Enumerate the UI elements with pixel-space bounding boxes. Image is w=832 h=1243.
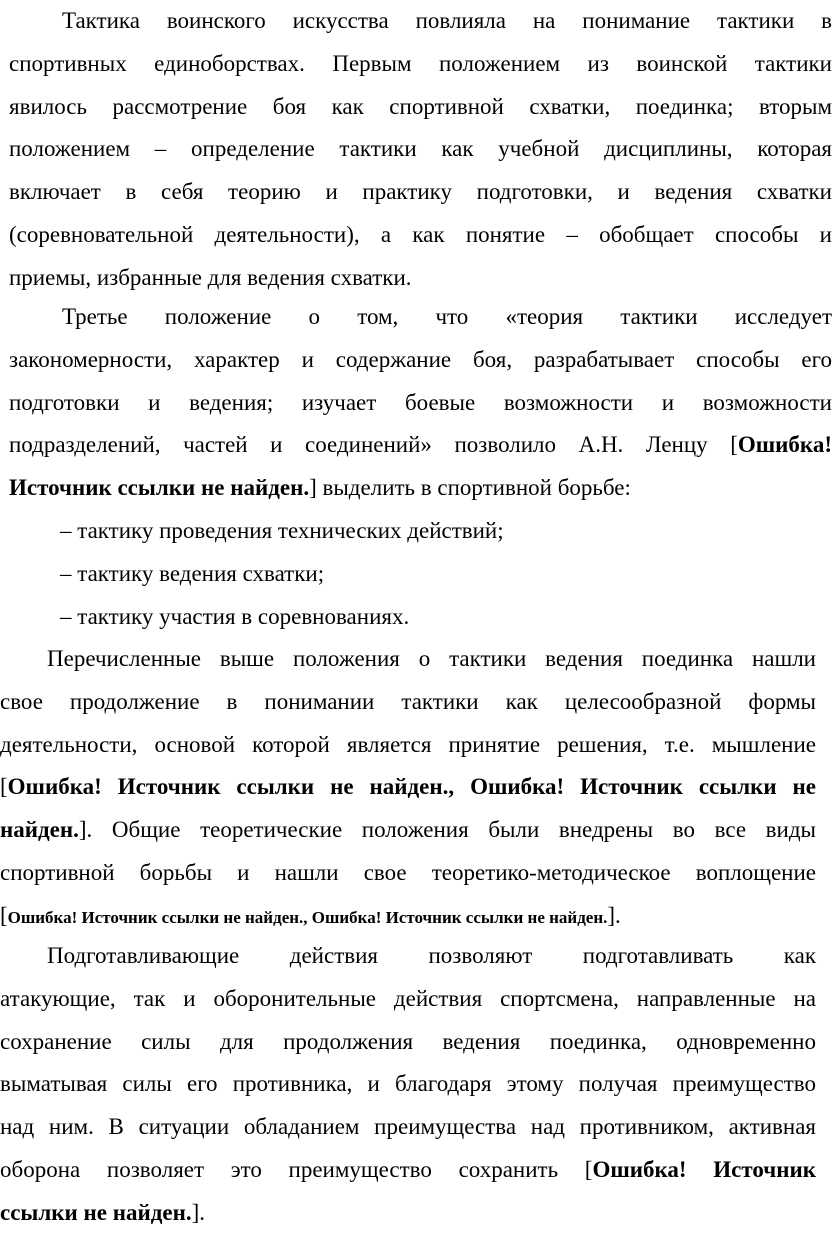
reference-error: Ошибка! Источник ссылки не найден. (7, 774, 449, 800)
tactics-list (0, 510, 816, 638)
list-item: – тактику проведения технических действий; (60, 518, 504, 543)
text-line: приемы, избранные для ведения схватки. (9, 264, 412, 290)
text-line (0, 766, 816, 809)
text-line: спортивной борьбы и нашли свое теоретико-методическое воплощение (0, 859, 816, 885)
bracket: ]. (607, 902, 621, 928)
paragraph-2 (0, 296, 832, 510)
bracket: [ (0, 774, 8, 800)
reference-error: Ошибка! Источник (592, 1156, 816, 1182)
text-line: свое продолжение в понимании тактики как целесообразной формы (0, 688, 816, 714)
text-line: сохранение силы для продолжения ведения поединка, одновременно (0, 1028, 816, 1054)
text-line (0, 424, 832, 467)
separator: , (303, 907, 312, 927)
line-text: оборона позволяет это преимущество сохранить [ (0, 1156, 593, 1182)
reference-error: найден. (0, 817, 79, 843)
reference-error: Источник ссылки не найден. (9, 475, 310, 501)
line-text: ]. Общие теоретические положения были внедрены во все виды (78, 817, 816, 843)
text-line (0, 809, 816, 852)
text-line: (соревновательной деятельности), а как понятие – обобщает способы и (9, 221, 832, 247)
reference-error: ссылки не найден. (0, 1199, 192, 1225)
reference-error: Ошибка! Источник ссылки не найден. (311, 907, 608, 927)
bracket: [ (0, 902, 8, 928)
separator: , (448, 774, 471, 800)
text-line: Подготавливающие действия позволяют подготавливать как (47, 943, 816, 968)
text-line: Тактика воинского искусства повлияла на понимание тактики в (62, 8, 832, 33)
text-line: включает в себя теорию и практику подготовки, и ведения схватки (9, 179, 832, 205)
paragraph-4 (0, 935, 816, 1235)
text-line: Третье положение о том, что «теория тактики исследует (62, 304, 832, 329)
line-text: ] выделить в спортивной борьбе: (309, 475, 631, 501)
text-line: деятельности, основой которой является принятие решения, т.е. мышление (0, 731, 816, 757)
text-line (0, 1149, 816, 1192)
text-line: положением – определение тактики как учебной дисциплины, которая (9, 136, 832, 162)
text-line: подготовки и ведения; изучает боевые возможности и возможности (9, 389, 832, 415)
reference-error: Ошибка! Источник ссылки не (470, 774, 817, 800)
text-line (0, 1192, 816, 1235)
text-line (0, 467, 816, 510)
list-item: – тактику ведения схватки; (60, 560, 325, 586)
text-line: Перечисленные выше положения о тактики ведения поединка нашли (47, 646, 816, 671)
text-line (0, 895, 816, 938)
text-line: атакующие, так и оборонительные действия спортсмена, направленные на (0, 985, 816, 1011)
list-item: – тактику участия в соревнованиях. (60, 603, 410, 629)
reference-error: Ошибка! Источник ссылки не найден. (7, 907, 304, 927)
text-line: закономерности, характер и содержание боя, разрабатывает способы его (9, 346, 832, 372)
text-line: над ним. В ситуации обладанием преимущества над противником, активная (0, 1114, 816, 1140)
text-line: явилось рассмотрение боя как спортивной схватки, поединка; вторым (9, 93, 832, 119)
text-line: спортивных единоборствах. Первым положением из воинской тактики (9, 50, 832, 76)
paragraph-1 (0, 0, 832, 300)
reference-error: Ошибка! (737, 432, 832, 458)
line-text: ]. (191, 1199, 206, 1225)
line-text: подразделений, частей и соединений» позволило А.Н. Ленцу [ (9, 432, 738, 458)
text-line: выматывая силы его противника, и благодаря этому получая преимущество (0, 1071, 816, 1097)
paragraph-3 (0, 638, 816, 938)
